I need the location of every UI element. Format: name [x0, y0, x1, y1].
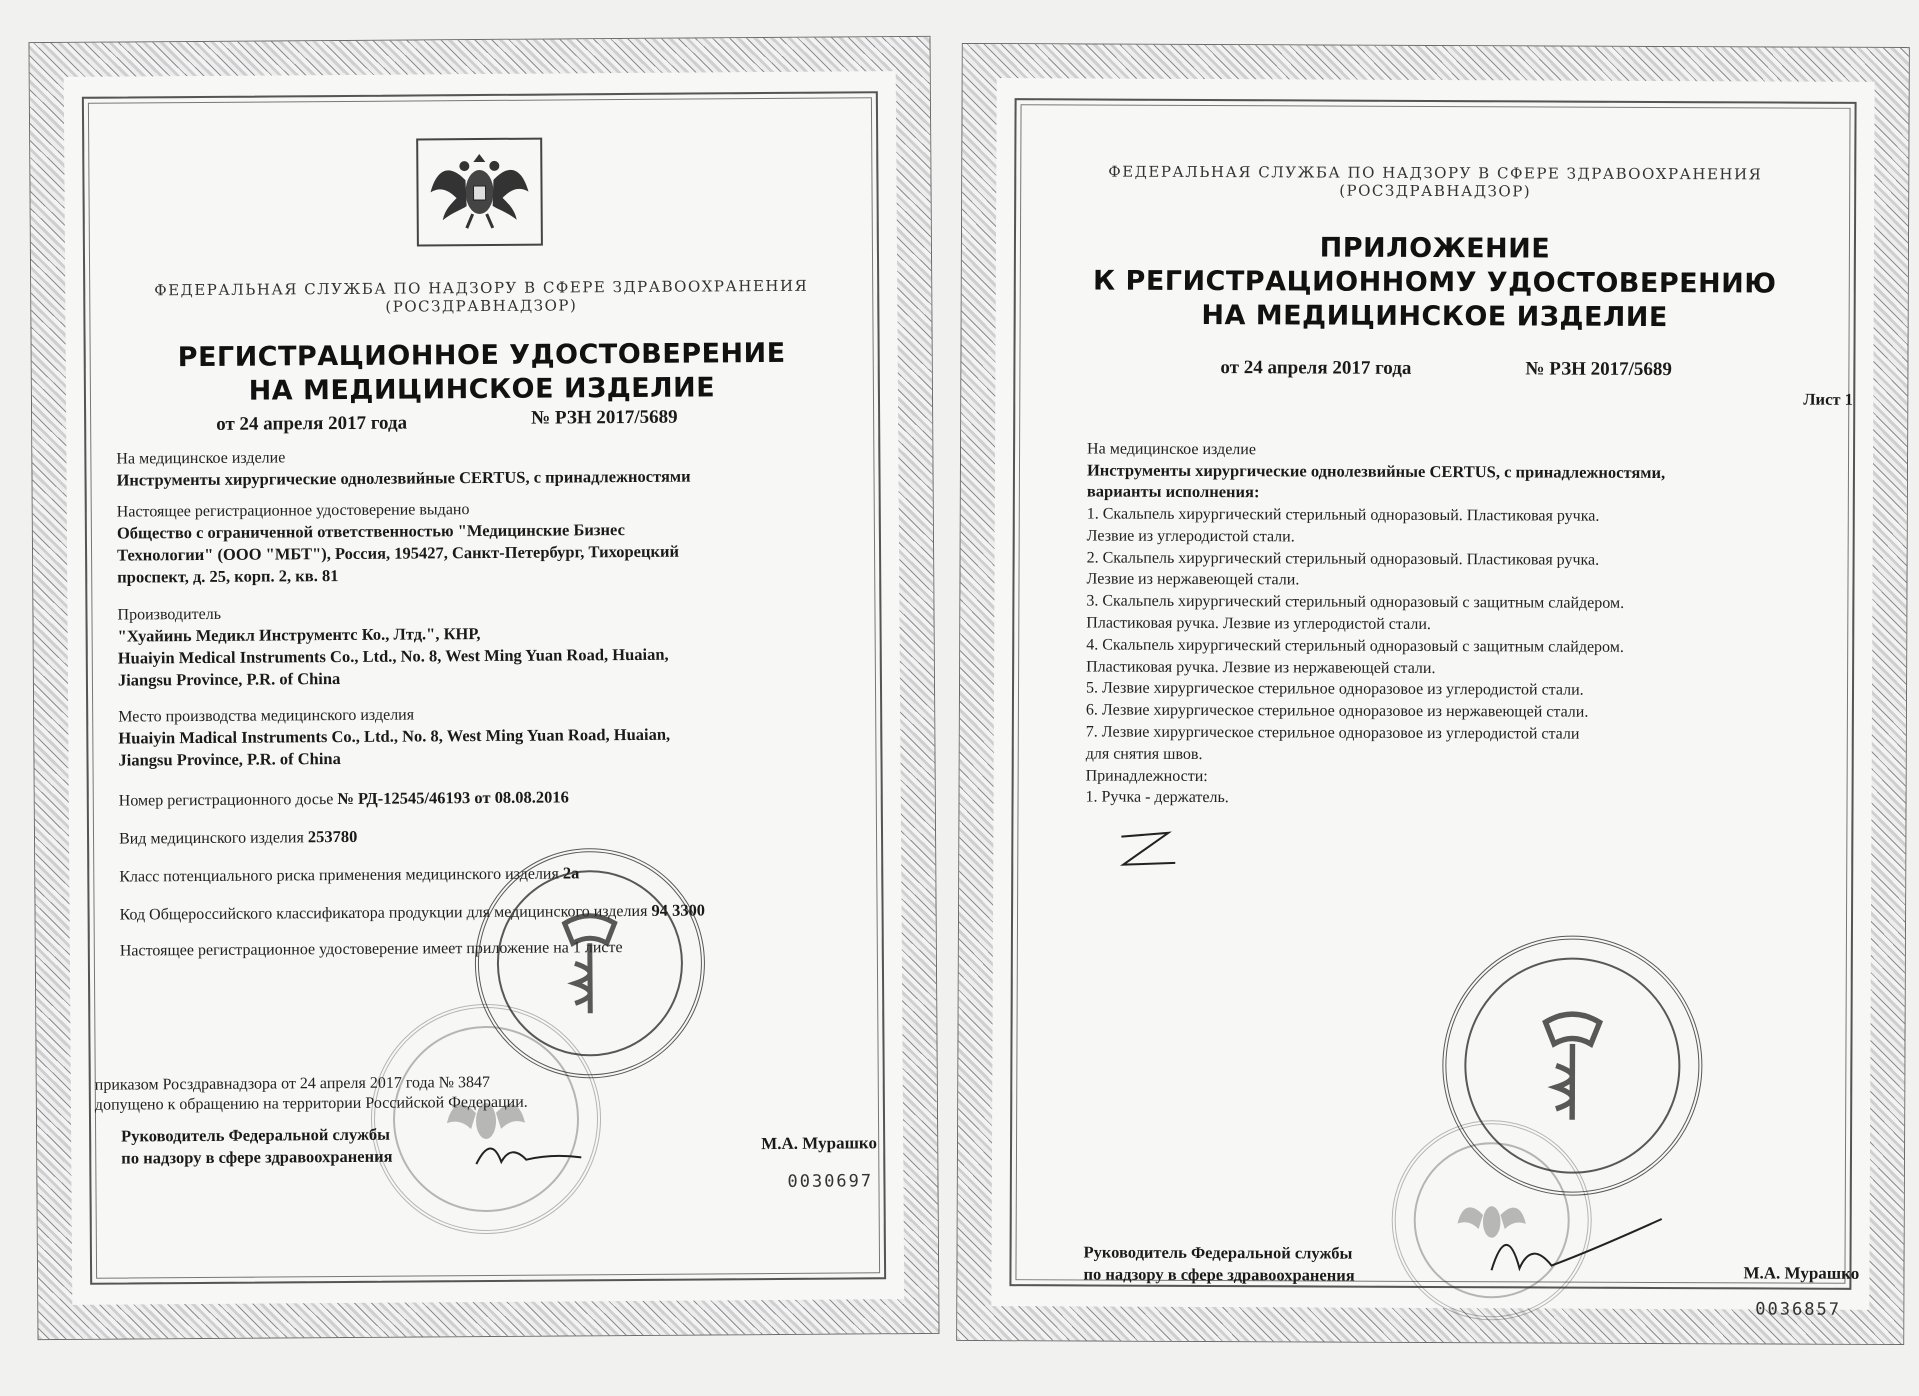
- risk-label: Класс потенциального риска применения медицинского изделия: [119, 865, 559, 886]
- dossier-value: № РД-12545/46193 от 08.08.2016: [337, 787, 569, 809]
- caduceus-icon: [535, 903, 646, 1024]
- serial-number: 0030697: [787, 1171, 874, 1192]
- head-name: М.А. Мурашко: [761, 1133, 878, 1154]
- registration-certificate: [29, 37, 938, 1339]
- dossier-row: [119, 787, 569, 810]
- appendix-title-line-2: К РЕГИСТРАЦИОННОМУ УДОСТОВЕРЕНИЮ: [1093, 265, 1777, 300]
- head-title-line-1: Руководитель Федеральной службы: [121, 1124, 390, 1146]
- variant-line: 1. Скальпель хирургический стерильный одноразовый. Пластиковая ручка.: [1086, 505, 1600, 525]
- variant-line: 5. Лезвие хирургическое стерильное одноразовое из углеродистой стали.: [1085, 679, 1584, 700]
- variant-line: Пластиковая ручка. Лезвие из нержавеющей стали.: [1086, 658, 1436, 677]
- appendix-number: № РЗН 2017/5689: [1525, 358, 1672, 381]
- order-line-1: приказом Росздравнадзора от 24 апреля 2017 года № 3847: [94, 1073, 491, 1094]
- appendix-caduceus-icon: [1512, 1000, 1633, 1131]
- issued-to-line-3: проспект, д. 25, корп. 2, кв. 81: [117, 566, 339, 587]
- head-title-line-2: по надзору в сфере здравоохранения: [121, 1146, 393, 1168]
- appendix-serial-number: 0036857: [1755, 1299, 1842, 1320]
- manufacturer-line-2: Huaiyin Medical Instruments Co., Ltd., No. 8, West Ming Yuan Road, Huaian,: [117, 644, 669, 668]
- appendix-agency-short-name: (РОСЗДРАВНАДЗОР): [1339, 181, 1532, 201]
- appendix-date: от 24 апреля 2017 года: [1220, 357, 1412, 379]
- manufacturer-label: Производитель: [117, 605, 222, 624]
- certificate-title: [66, 336, 898, 409]
- okp-value: 94 3300: [651, 900, 706, 920]
- variant-line: Лезвие из нержавеющей стали.: [1086, 570, 1300, 589]
- sheet-number: Лист 1: [1803, 389, 1853, 409]
- appendix-head-name: М.А. Мурашко: [1743, 1263, 1860, 1283]
- issued-label: Настоящее регистрационное удостоверение выдано: [116, 501, 470, 521]
- appendix-head-title-line-2: по надзору в сфере здравоохранения: [1083, 1264, 1355, 1285]
- variant-line: для снятия швов.: [1085, 745, 1203, 763]
- double-headed-eagle-icon: [418, 140, 541, 245]
- order-line-2: допущено к обращению на территории Российской Федерации.: [94, 1093, 528, 1114]
- appendix-title: [996, 230, 1874, 335]
- variants-list: [1085, 503, 1624, 810]
- production-line-1: Huaiyin Madical Instruments Co., Ltd., No. 8, West Ming Yuan Road, Huaian,: [118, 724, 671, 748]
- agency-name: ФЕДЕРАЛЬНАЯ СЛУЖБА ПО НАДЗОРУ В СФЕРЕ ЗДРАВООХРАНЕНИЯ: [154, 276, 809, 300]
- kind-row: [119, 827, 357, 849]
- appendix-device-name-line-1: Инструменты хирургические однолезвийные CERTUS, с принадлежностями,: [1086, 460, 1666, 483]
- title-line-2: НА МЕДИЦИНСКОЕ ИЗДЕЛИЕ: [248, 372, 716, 407]
- issued-to-line-1: Общество с ограниченной ответственностью "Медицинские Бизнес: [116, 520, 625, 543]
- variant-line: 7. Лезвие хирургическое стерильное одноразовое из углеродистой стали: [1085, 723, 1580, 743]
- initials-mark-icon: [1113, 827, 1183, 877]
- issued-to-line-2: Технологии" (ООО "МБТ"), Россия, 195427, Санкт-Петербург, Тихорецкий: [116, 541, 680, 565]
- manufacturer-line-3: Jiangsu Province, P.R. of China: [117, 669, 341, 690]
- appendix-title-line-1: ПРИЛОЖЕНИЕ: [1319, 232, 1551, 265]
- appendix-signature-icon: [1481, 1210, 1671, 1281]
- kind-label: Вид медицинского изделия: [118, 829, 304, 848]
- variant-line: 6. Лезвие хирургическое стерильное одноразовое из нержавеющей стали.: [1085, 701, 1589, 721]
- risk-value: 2а: [562, 863, 580, 883]
- appendix-device-name-line-2: варианты исполнения:: [1086, 481, 1260, 502]
- variant-line: Пластиковая ручка. Лезвие из углеродистой стали.: [1086, 614, 1431, 633]
- agency-short-name: (РОСЗДРАВНАДЗОР): [385, 296, 578, 316]
- variant-line: Лезвие из углеродистой стали.: [1086, 527, 1295, 546]
- appendix-title-line-3: НА МЕДИЦИНСКОЕ ИЗДЕЛИЕ: [1201, 299, 1668, 333]
- device-label: На медицинское изделие: [116, 449, 286, 468]
- dossier-label: Номер регистрационного досье: [118, 791, 334, 810]
- title-line-1: РЕГИСТРАЦИОННОЕ УДОСТОВЕРЕНИЕ: [177, 337, 786, 374]
- accessory-line: 1. Ручка - держатель.: [1085, 788, 1229, 807]
- appendix-agency-header: [996, 162, 1874, 202]
- production-line-2: Jiangsu Province, P.R. of China: [118, 749, 341, 770]
- company-round-stamp: [474, 847, 706, 1079]
- production-label: Место производства медицинского изделия: [118, 706, 415, 726]
- variant-line: 4. Скальпель хирургический стерильный одноразовый с защитным слайдером.: [1086, 636, 1624, 656]
- variant-line: 2. Скальпель хирургический стерильный одноразовый. Пластиковая ручка.: [1086, 549, 1600, 569]
- agency-header: [65, 276, 897, 318]
- certificate-date: от 24 апреля 2017 года: [216, 412, 408, 435]
- okp-label: Код Общероссийского классификатора продукции для медицинского изделия: [119, 902, 648, 924]
- variant-line: 3. Скальпель хирургический стерильный одноразовый с защитным слайдером.: [1086, 592, 1625, 613]
- manufacturer-line-1: "Хуайинь Медикл Инструментс Ко., Лтд.", КНР,: [117, 624, 481, 646]
- appendix-agency-name: ФЕДЕРАЛЬНАЯ СЛУЖБА ПО НАДЗОРУ В СФЕРЕ ЗДРАВООХРАНЕНИЯ: [1108, 162, 1763, 184]
- appendix-head-title-line-1: Руководитель Федеральной службы: [1083, 1242, 1353, 1263]
- accessories-label: Принадлежности:: [1085, 767, 1208, 785]
- kind-value: 253780: [307, 826, 358, 847]
- certificate-number: № РЗН 2017/5689: [531, 406, 678, 429]
- appendix-device-label: На медицинское изделие: [1087, 440, 1257, 459]
- certificate-appendix: [957, 44, 1909, 1344]
- coat-of-arms-emblem: [416, 138, 543, 247]
- device-name: Инструменты хирургические однолезвийные CERTUS, с принадлежностями: [116, 466, 691, 490]
- signature-icon: [471, 1123, 591, 1174]
- appendix-note: Настоящее регистрационное удостоверение имеет приложение на 1 листе: [119, 939, 623, 960]
